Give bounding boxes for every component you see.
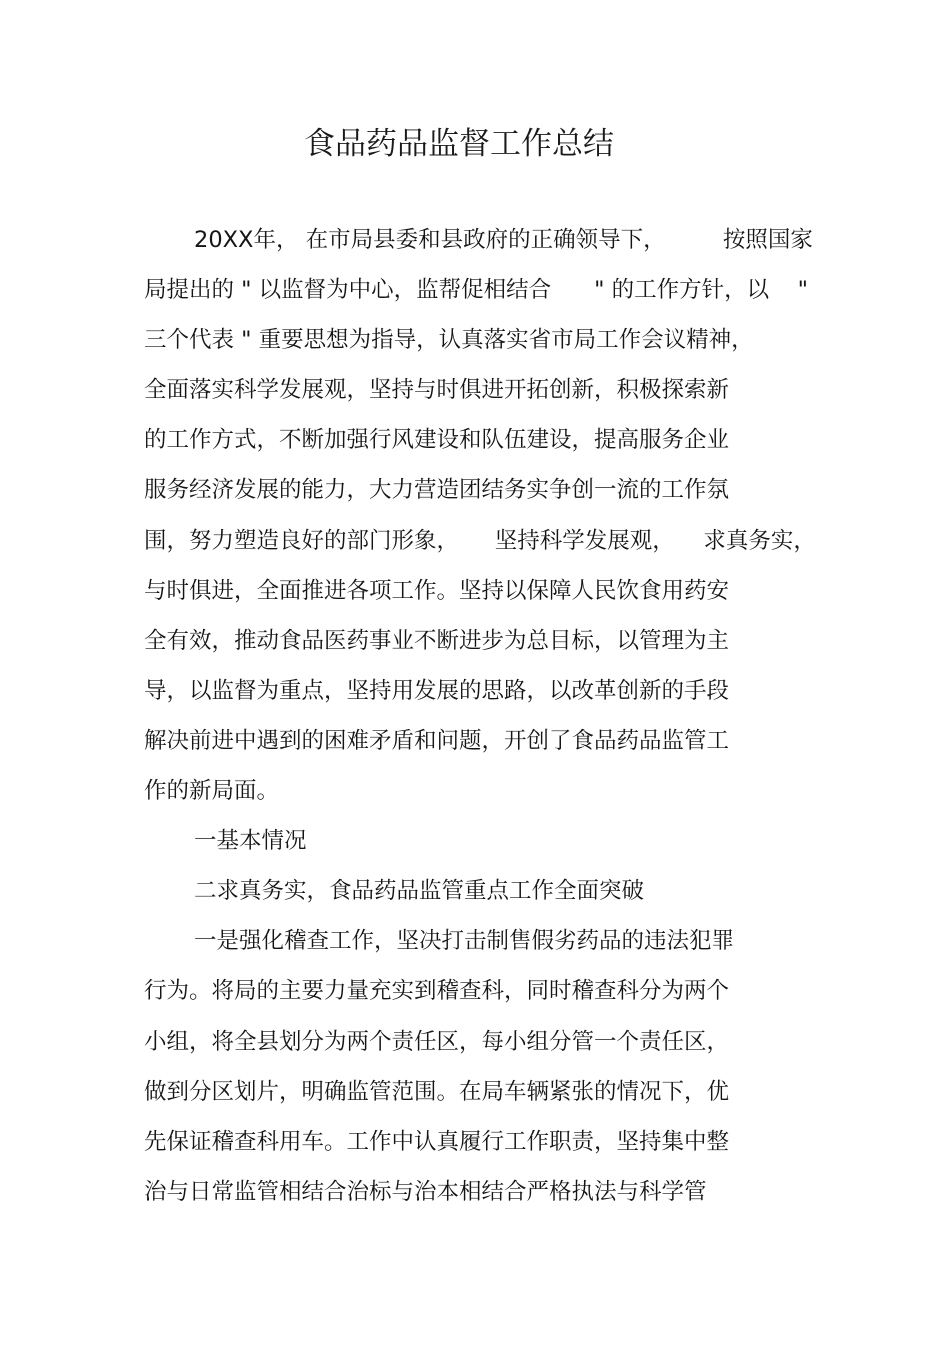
body-line: 围，努力塑造良好的部门形象， 坚持科学发展观， 求真务实，	[144, 527, 816, 554]
body-line: 三个代表 " 重要思想为指导，认真落实省市局工作会议精神，	[144, 327, 754, 354]
body-line: 一是强化稽查工作，坚决打击制售假劣药品的违法犯罪	[194, 928, 735, 955]
body-line: 导，以监督为重点，坚持用发展的思路，以改革创新的手段	[144, 677, 730, 704]
body-line: 全面落实科学发展观，坚持与时俱进开拓创新，积极探索新	[144, 377, 730, 404]
body-line: 行为。将局的主要力量充实到稽查科，同时稽查科分为两个	[144, 978, 730, 1005]
body-line: 全有效，推动食品医药事业不断进步为总目标，以管理为主	[144, 627, 730, 654]
body-line: 治与日常监管相结合治标与治本相结合严格执法与科学管	[144, 1178, 707, 1205]
document-title: 食品药品监督工作总结	[304, 126, 614, 162]
body-line: 20XX年， 在市局县委和县政府的正确领导下， 按照国家	[194, 227, 813, 253]
body-line: 做到分区划片，明确监管范围。在局车辆紧张的情况下，优	[144, 1078, 730, 1105]
body-line: 的工作方式，不断加强行风建设和队伍建设，提高服务企业	[144, 427, 730, 454]
body-line: 小组，将全县划分为两个责任区，每小组分管一个责任区，	[144, 1028, 730, 1055]
body-line: 与时俱进，全面推进各项工作。坚持以保障人民饮食用药安	[144, 577, 730, 604]
body-line: 局提出的 " 以监督为中心，监帮促相结合 " 的工作方针，以 "	[144, 277, 809, 304]
body-line: 服务经济发展的能力，大力营造团结务实争创一流的工作氛	[144, 477, 730, 504]
body-line: 先保证稽查科用车。工作中认真履行工作职责，坚持集中整	[144, 1128, 730, 1155]
section-heading: 二求真务实，食品药品监管重点工作全面突破	[194, 878, 645, 905]
body-line: 解决前进中遇到的困难矛盾和问题，开创了食品药品监管工	[144, 727, 730, 754]
section-heading: 一基本情况	[194, 828, 307, 855]
body-line: 作的新局面。	[144, 778, 280, 805]
document-body	[144, 222, 824, 1224]
